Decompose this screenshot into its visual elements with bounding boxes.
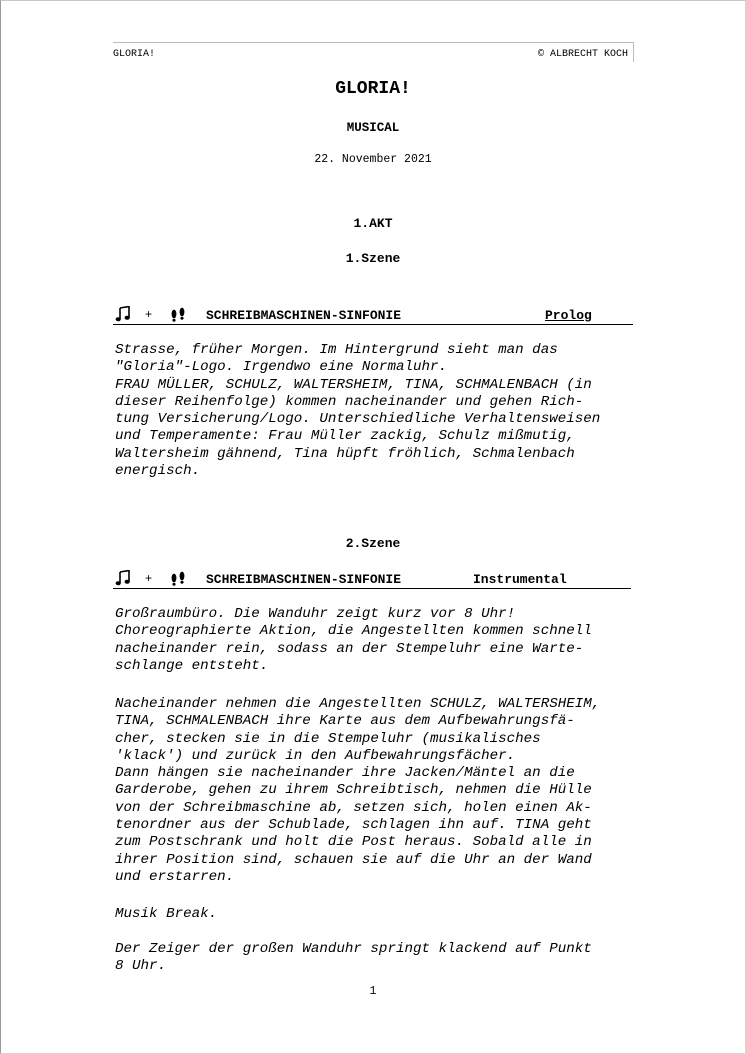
scene-1-heading: 1.Szene: [345, 251, 401, 266]
scene-2-paragraph: Großraumbüro. Die Wanduhr zeigt kurz vor 8 Uhr! Choreographierte Aktion, die Angestellten kommen schnell nacheinander rein, sodass an der Stempeluhr eine Warte- schlange entsteht.: [115, 606, 592, 674]
document-subtitle: MUSICAL: [346, 121, 400, 135]
song-title: SCHREIBMASCHINEN-SINFONIE: [206, 572, 402, 587]
scene-2-paragraph: Der Zeiger der großen Wanduhr springt klackend auf Punkt 8 Uhr.: [115, 941, 592, 975]
document-date: 22. November 2021: [314, 153, 432, 166]
song-title: SCHREIBMASCHINEN-SINFONIE: [206, 308, 402, 323]
header-copyright: © ALBRECHT KOCH: [537, 49, 628, 60]
running-header: [113, 42, 634, 62]
footprints-icon: [169, 306, 187, 326]
scene-2-cue-line: [113, 568, 631, 589]
page-number: 1: [369, 985, 377, 998]
cue-tag: Prolog: [545, 308, 592, 323]
scene-1-cue-line: [113, 304, 633, 325]
scene-1-stage-direction: Strasse, früher Morgen. Im Hintergrund sieht man das "Gloria"-Logo. Irgendwo eine Normaluhr. FRAU MÜLLER, SCHULZ, WALTERSHEIM, TINA, SCHMALENBACH (in dieser Reihenfolge) kommen nacheinander und gehen Rich- tung Versicherung/Logo. Unterschiedliche Verhaltensweisen und Temperamente: Frau Müller zackig, Schulz mißmutig, Waltersheim gähnend, Tina hüpft fröhlich, Schmalenbach energisch.: [115, 342, 601, 480]
document-title: GLORIA!: [335, 79, 411, 99]
header-title: GLORIA!: [113, 49, 156, 60]
scene-2-paragraph: Musik Break.: [115, 906, 218, 922]
footprints-icon: [169, 570, 187, 590]
music-note-icon: [115, 570, 131, 590]
plus-sign: +: [145, 572, 153, 586]
cue-tag: Instrumental: [473, 572, 567, 587]
scene-2-paragraph: Nacheinander nehmen die Angestellten SCHULZ, WALTERSHEIM, TINA, SCHMALENBACH ihre Karte aus dem Aufbewahrungsfä- cher, stecken sie in die Stempeluhr (musikalisches 'klack') und zurück in den Aufbewahrungsfächer. Dann hängen sie nacheinander ihre Jacken/Mäntel an die Garderobe, gehen zu ihrem Schreibtisch, nehmen die Hülle von der Schreibmaschine ab, setzen sich, holen einen Ak- tenordner aus der Schublade, schlagen ihn auf. TINA geht zum Postschrank und holt die Post heraus. Sobald alle in ihrer Position sind, schauen sie auf die Uhr an der Wand und erstarren.: [115, 696, 601, 885]
plus-sign: +: [145, 308, 153, 322]
scene-2-heading: 2.Szene: [345, 536, 401, 551]
music-note-icon: [115, 306, 131, 326]
act-heading: 1.AKT: [353, 216, 393, 231]
